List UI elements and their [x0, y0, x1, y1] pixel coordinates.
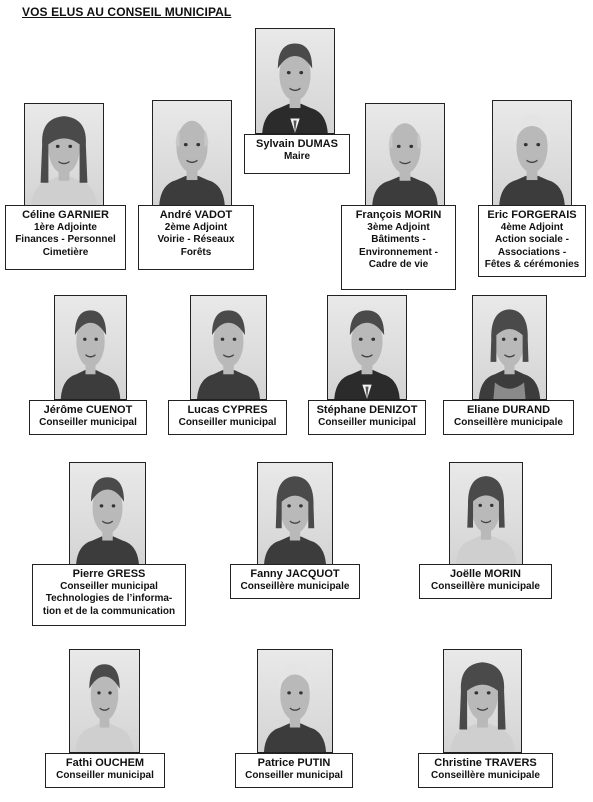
- member-label: [341, 205, 456, 290]
- member-role-line: 1ère Adjointe: [34, 221, 97, 233]
- member-label: [443, 400, 574, 435]
- member-photo: [69, 462, 146, 566]
- member-photo: [472, 295, 547, 400]
- member-role-line: Conseillère municipale: [240, 580, 350, 592]
- member-role-line: Conseiller municipal: [39, 416, 137, 428]
- member-label: [230, 564, 360, 599]
- member-role-line: Technologies de l’informa-: [45, 593, 173, 604]
- member-role-line: Maire: [283, 150, 311, 162]
- member-photo: [327, 295, 407, 400]
- member-photo: [190, 295, 267, 400]
- member-photo: [69, 649, 140, 753]
- member-role-line: Conseillère municipale: [431, 580, 540, 592]
- member-label: [244, 134, 350, 174]
- member-role-line: Action sociale -: [495, 234, 569, 245]
- member-label: [478, 205, 586, 277]
- member-photo: [257, 462, 333, 566]
- member-photo: [443, 649, 522, 753]
- member-role-line: Bâtiments -: [371, 234, 426, 245]
- member-photo: [152, 100, 232, 206]
- member-label: [235, 753, 353, 788]
- member-label: [168, 400, 287, 435]
- member-label: [419, 564, 552, 599]
- member-role-line: Conseiller municipal: [60, 580, 158, 592]
- member-role-line: Associations -: [497, 246, 567, 258]
- member-label: [308, 400, 426, 435]
- member-role-line: Cimetière: [42, 246, 89, 258]
- member-photo: [257, 649, 333, 753]
- member-role-line: 4ème Adjoint: [500, 221, 564, 233]
- member-role-line: tion et de la communication: [42, 605, 176, 617]
- member-photo: [365, 103, 445, 206]
- member-label: [29, 400, 147, 435]
- member-name: Eric FORGERAIS: [487, 209, 577, 221]
- member-name: Pierre GRESS: [72, 568, 146, 580]
- member-name: Patrice PUTIN: [257, 757, 331, 769]
- member-role-line: Forêts: [180, 246, 212, 258]
- member-photo: [449, 462, 523, 565]
- member-label: [45, 753, 165, 788]
- member-name: Sylvain DUMAS: [256, 138, 338, 150]
- member-name: Fathi OUCHEM: [65, 757, 145, 769]
- member-name: Céline GARNIER: [22, 209, 109, 221]
- member-label: [418, 753, 553, 788]
- member-role-line: Environnement -: [359, 246, 438, 258]
- member-photo: [24, 103, 104, 206]
- member-photo: [255, 28, 335, 134]
- member-role-line: Cadre de vie: [368, 259, 429, 270]
- member-name: Jérôme CUENOT: [43, 404, 133, 416]
- member-role-line: 2ème Adjoint: [164, 221, 228, 233]
- member-label: [32, 564, 186, 626]
- member-name: François MORIN: [355, 209, 442, 221]
- member-name: Fanny JACQUOT: [250, 568, 340, 580]
- member-role-line: Finances - Personnel: [15, 234, 116, 245]
- member-label: [138, 205, 254, 270]
- member-role-line: Fêtes & cérémonies: [484, 259, 580, 270]
- member-role-line: Conseiller municipal: [318, 416, 416, 428]
- member-role-line: Conseiller municipal: [245, 769, 343, 781]
- member-role-line: Conseiller municipal: [56, 769, 154, 781]
- member-label: [5, 205, 126, 270]
- member-photo: [54, 295, 127, 400]
- member-name: Eliane DURAND: [466, 404, 551, 416]
- member-name: Lucas CYPRES: [187, 404, 268, 416]
- member-role-line: 3ème Adjoint: [367, 221, 430, 233]
- member-role-line: Voirie - Réseaux: [157, 234, 235, 245]
- member-name: André VADOT: [159, 209, 233, 221]
- member-photo: [492, 100, 572, 206]
- member-role-line: Conseiller municipal: [178, 416, 277, 428]
- page-title: VOS ELUS AU CONSEIL MUNICIPAL: [22, 5, 232, 19]
- member-role-line: Conseillère municipale: [431, 769, 540, 781]
- member-name: Joëlle MORIN: [450, 568, 521, 580]
- member-name: Christine TRAVERS: [434, 757, 537, 769]
- member-name: Stéphane DENIZOT: [316, 404, 418, 416]
- member-role-line: Conseillère municipale: [454, 416, 563, 428]
